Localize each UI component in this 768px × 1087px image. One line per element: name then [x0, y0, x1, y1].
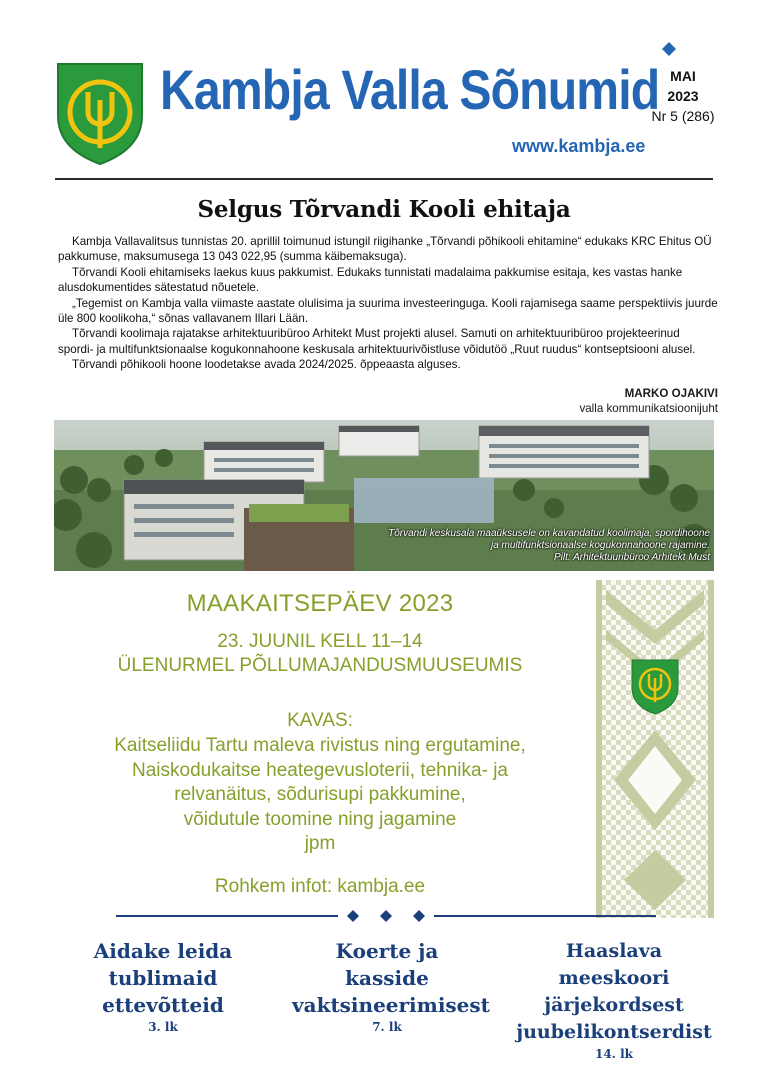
byline — [520, 386, 718, 417]
event-program-heading: KAVAS: — [287, 710, 353, 731]
photo-caption-line: Tõrvandi keskusala maaüksusele on kavandatud koolimaja, spordihoone — [388, 528, 710, 539]
lead-paragraph: Tõrvandi põhikooli hoone loodetakse avada 2024/2025. õppeaasta alguses. — [72, 358, 461, 372]
program-line: relvanäitus, sõdurisupi pakkumine, — [174, 784, 466, 806]
lead-article-body — [58, 234, 718, 373]
event-title: MAAKAITSEPÄEV 2023 — [186, 590, 454, 617]
event-program — [80, 734, 560, 857]
issue-diamond-icon — [662, 42, 676, 56]
section-divider — [116, 906, 656, 926]
event-info-link[interactable]: Rohkem infot: kambja.ee — [214, 876, 426, 897]
issue-month: MAI — [670, 68, 696, 84]
teaser-title-line: ettevõtteid — [102, 993, 224, 1017]
masthead-url[interactable]: www.kambja.ee — [512, 136, 646, 156]
program-line: võidutule toomine ning jagamine — [183, 808, 457, 830]
program-line: jpm — [304, 833, 336, 855]
lead-headline: Selgus Tõrvandi Kooli ehitaja — [197, 196, 571, 223]
teaser-page: 3. lk — [148, 1020, 178, 1034]
lead-paragraph: „Tegemist on Kambja valla viimaste aastate olulisima ja suurima investeeringuga. Kooli rajamisega saame perspektiivis juurde üle 800 koolikoha,“ sõnas vallavanem Illari Lään. — [58, 296, 718, 326]
kambja-crest-logo — [54, 60, 146, 166]
teaser-title-line: kasside — [345, 966, 429, 990]
program-line: Kaitseliidu Tartu maleva rivistus ning ergutamine, — [114, 735, 526, 756]
teaser-title-line: juubelikontserdist — [516, 1021, 712, 1043]
teaser-title-line: Haaslava meeskoori — [558, 940, 670, 989]
teaser-title-line: järjekordsest — [544, 994, 684, 1016]
event-when — [80, 630, 560, 678]
teaser-page: 7. lk — [372, 1020, 402, 1034]
teaser-choir-concert[interactable] — [508, 938, 720, 1062]
program-line: Naiskodukaitse heategevusloterii, tehnika- ja — [132, 759, 508, 781]
photo-caption — [360, 528, 710, 564]
teaser-title-line: Aidake leida — [93, 939, 233, 963]
issue-info — [648, 66, 718, 126]
event-place: ÜLENURMEL PÕLLUMAJANDUSMUUSEUMIS — [117, 655, 523, 676]
teaser-vaccination[interactable] — [292, 938, 490, 1035]
lead-paragraph: Tõrvandi koolimaja rajatakse arhitektuuribüroo Arhitekt Must projekti alusel. Samuti on arhitektuuribüroo projekteerinud spordi- ja multifunktsionaalse kogukonnahoone keskusala arhitektuurivõistluse võidutöö „Ruut ruudus“ kontseptsiooni alusel. — [58, 327, 696, 356]
teaser-title-line: vaktsineerimisest — [292, 993, 490, 1017]
event-time: 23. JUUNIL KELL 11–14 — [217, 631, 423, 652]
teaser-companies[interactable] — [88, 938, 238, 1035]
byline-name: MARKO OJAKIVI — [624, 387, 718, 400]
masthead-divider — [55, 178, 713, 180]
lead-paragraph: Kambja Vallavalitsus tunnistas 20. aprillil toimunud istungil riigihanke „Tõrvandi põhikooli ehitamine“ edukaks KRC Ehitus OÜ pakkumuse, maksumusega 13 043 022,95 (summa käibemaksuga). — [58, 235, 712, 264]
issue-year: 2023 — [667, 88, 699, 104]
photo-caption-credit: Pilt: Arhitektuuribüroo Arhitekt Must — [554, 552, 710, 563]
photo-caption-line: ja multifunktsionaalse kogukonnahoone rajamine. — [490, 540, 710, 551]
teaser-page: 14. lk — [595, 1047, 633, 1061]
issue-number: Nr 5 (286) — [651, 108, 715, 124]
lead-paragraph: Tõrvandi Kooli ehitamiseks laekus kuus pakkumist. Edukaks tunnistati madalaima pakkumise esitaja, kes vastas hanke alusdokumentides sätestatud nõuetele. — [58, 265, 683, 295]
teaser-title-line: Koerte ja — [335, 939, 439, 963]
masthead-title: Kambja Valla Sõnumid — [160, 58, 660, 121]
teaser-title-line: tublimaid — [108, 966, 218, 990]
byline-role: valla kommunikatsioonijuht — [579, 402, 718, 416]
folk-pattern-ornament — [596, 580, 714, 918]
